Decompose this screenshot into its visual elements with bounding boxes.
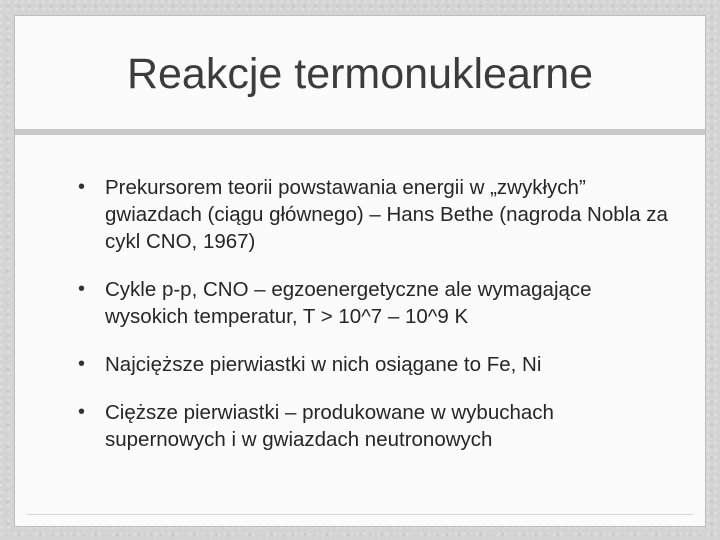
bullet-text: Cięższe pierwiastki – produkowane w wybuchach supernowych i w gwiazdach neutronowych xyxy=(105,401,554,451)
bullet-item xyxy=(73,276,673,330)
bullet-item xyxy=(73,174,673,255)
bullet-item xyxy=(73,399,673,453)
bullet-text: Cykle p-p, CNO – egzoenergetyczne ale wymagające wysokich temperatur, T > 10^7 – 10^9 K xyxy=(105,278,592,328)
bullet-item xyxy=(73,351,673,378)
slide-title: Reakcje termonuklearne xyxy=(126,50,594,98)
bullet-text: Najcięższe pierwiastki w nich osiągane to Fe, Ni xyxy=(105,353,542,376)
title-area xyxy=(15,16,705,128)
title-divider xyxy=(15,129,705,135)
footer-divider xyxy=(27,514,693,515)
bullet-icon: • xyxy=(78,176,86,198)
bullet-icon: • xyxy=(78,401,86,423)
bullet-icon: • xyxy=(78,278,86,300)
bullet-icon: • xyxy=(78,353,86,375)
bullet-text: Prekursorem teorii powstawania energii w „zwykłych” gwiazdach (ciągu głównego) – Hans Bethe (nagroda Nobla za cykl CNO, 1967) xyxy=(105,176,668,253)
slide xyxy=(14,15,706,527)
bullet-list xyxy=(73,174,673,474)
